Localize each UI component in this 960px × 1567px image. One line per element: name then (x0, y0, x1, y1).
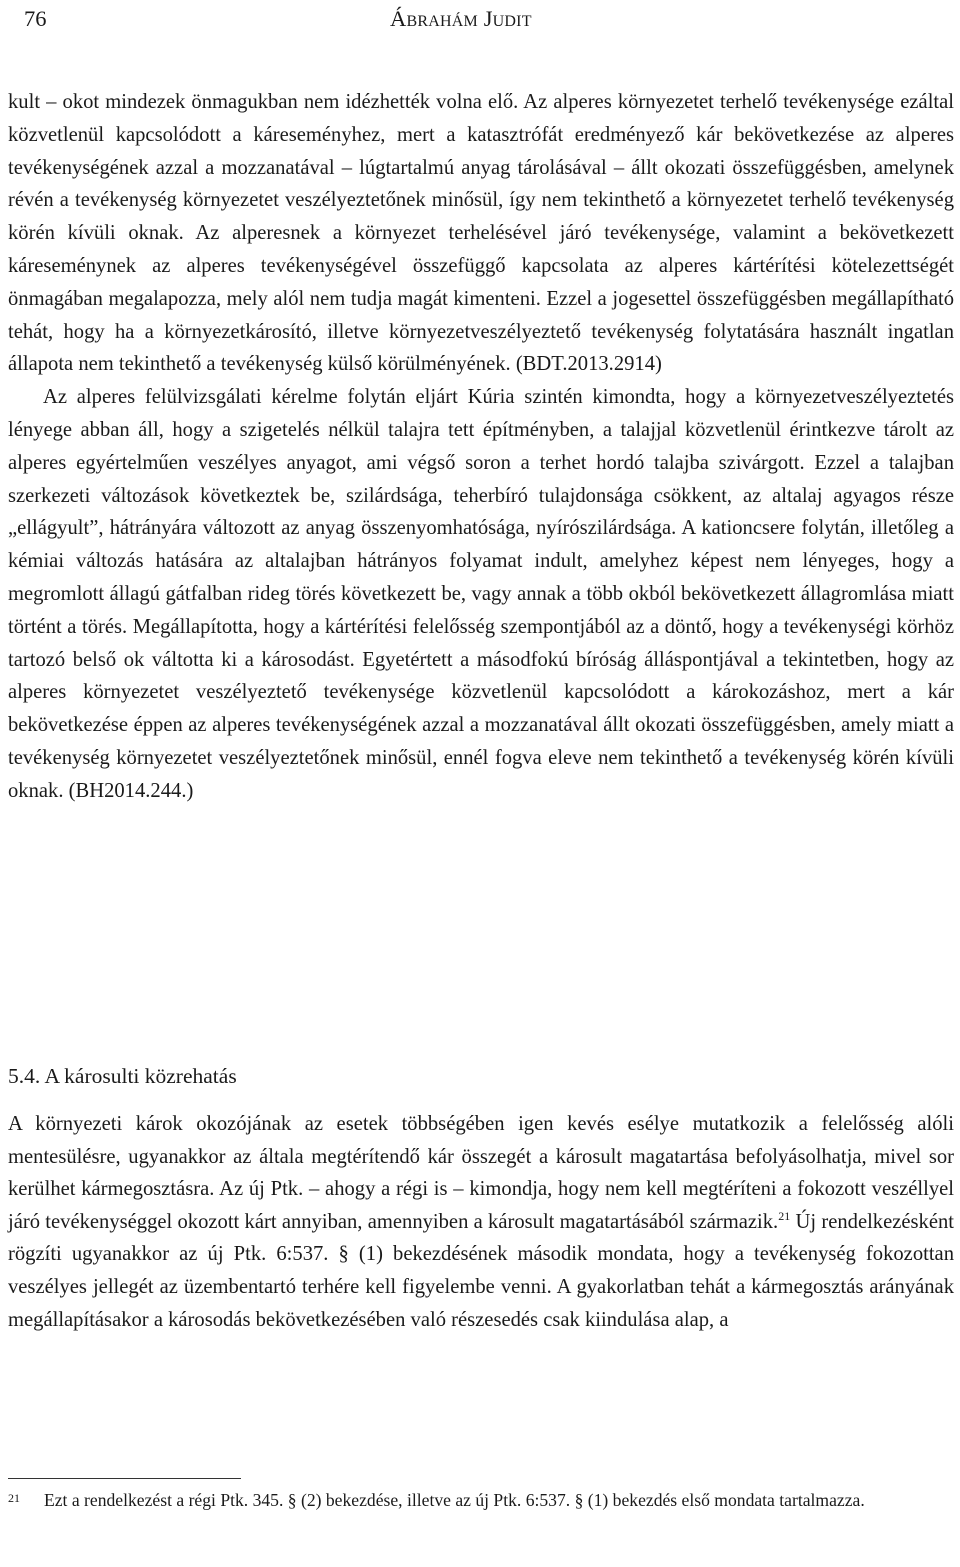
section-text-before-note: A környezeti károk okozójának az esetek többségében igen kevés esélye mutatkozik a felelősség alóli mentesülésre, ugyanakkor az általa megtérítendő kár összegét a károsult magatartása befolyásolhatja, mivel sor kerülhet kármegosztásra. Az új Ptk. – ahogy a régi is – kimondja, hogy nem kell megtéríteni a fokozott veszéllyel járó tevékenységgel okozott kárt annyiban, amennyiben a károsult magatartásából származik. (8, 1113, 954, 1233)
section-text-after-note: Új rendelkezésként rögzíti ugyanakkor az új Ptk. 6:537. § (1) bekezdésének második mondata, hogy a tevékenység fokozottan veszélyes jellegét az üzembentartó terhére kell figyelembe venni. A gyakorlatban tehát a kármegosztás arányának megállapításakor a károsodás bekövetkezésében való részesedés csak kiindulása alap, a (8, 1210, 954, 1331)
document-page (8, 0, 954, 1567)
footnote-text: Ezt a rendelkezést a régi Ptk. 345. § (2) bekezdése, illetve az új Ptk. 6:537. § (1) bekezdés első mondata tartalmazza. (44, 1490, 865, 1510)
paragraph-2: Az alperes felülvizsgálati kérelme folytán eljárt Kúria szintén kimondta, hogy a környezetveszélyeztetés lényege abban áll, hogy a szigetelés nélkül talajra tett építményben, a talajjal közvetlenül érintkezve tárolt az alperes egyértelműen veszélyes anyagot, ami végső soron a terhet hordó talajba szivárgott. Ezzel a talajban szerkezeti változások következtek be, szilárdsága, teherbíró tulajdonsága csökkent, az altalaj agyagos része „ellágyult”, hátrányára változott az anyag összenyomhatósága, nyírószilárdsága. A kationcsere folytán, illetőleg a kémiai változás hatására az altalajban hátrányos folyamat indult, amelyhez képest nem lényeges, hogy a megromlott állagú gátfalban rideg törés következett be, vagy annak a több okból bekövetkezett állagromlása miatt történt a törés. Megállapította, hogy a kártérítési felelősség szempontjából az a döntő, hogy a tevékenységi körhöz tartozó belső ok váltotta ki a károsodást. Egyetértett a másodfokú bíróság álláspontjával a tekintetben, hogy az alperes környezetet veszélyeztető tevékenysége közvetlenül kapcsolódott a károkozáshoz, mert a kár bekövetkezése éppen az alperes tevékenységének azzal a mozzanatával állt okozati összefüggésben, amely miatt a tevékenység környezetet veszélyeztetőnek minősül, ennél fogva eleve nem tekinthető a tevékenység körén kívüli oknak. (BH2014.244.) (8, 386, 954, 802)
footnote-number: 21 (8, 1491, 20, 1505)
footnote-divider (8, 1478, 241, 1479)
page-number: 76 (24, 6, 47, 31)
section-body (8, 1108, 954, 1336)
running-head: Ábrahám Judit (390, 6, 532, 31)
section-heading: 5.4. A károsulti közrehatás (8, 1064, 237, 1088)
section-paragraph (8, 1108, 954, 1336)
page-header (8, 6, 954, 40)
footnote-reference[interactable]: 21 (778, 1208, 791, 1223)
paragraph-1: kult – okot mindezek önmagukban nem idézhették volna elő. Az alperes környezetet terhelő tevékenysége ezáltal közvetlenül kapcsolódott a káreseményhez, mert a katasztrófát eredményező kár bekövetkezése az alperes tevékenységének azzal a mozzanatával – lúgtartalmú anyag tárolásával – állt okozati összefüggésben, amelynek révén a tevékenység környezetet veszélyeztetőnek minősül, így nem tekinthető a környezetet terhelő tevékenység körén kívüli oknak. Az alperesnek a környezet terhelésével járó tevékenysége, valamint a bekövetkezett káreseménynek az alperes tevékenységével összefüggő kapcsolata az alperes kártérítési kötelezettségét önmagában megalapozza, mely alól nem tudja magát kimenteni. Ezzel a jogesettel összefüggésben megállapítható tehát, hogy ha a környezetkárosító, illetve környezetveszélyeztető tevékenység folytatására használt ingatlan állapota nem tekinthető a tevékenység külső körülményének. (BDT.2013.2914) (8, 91, 954, 376)
body-text (8, 86, 954, 808)
